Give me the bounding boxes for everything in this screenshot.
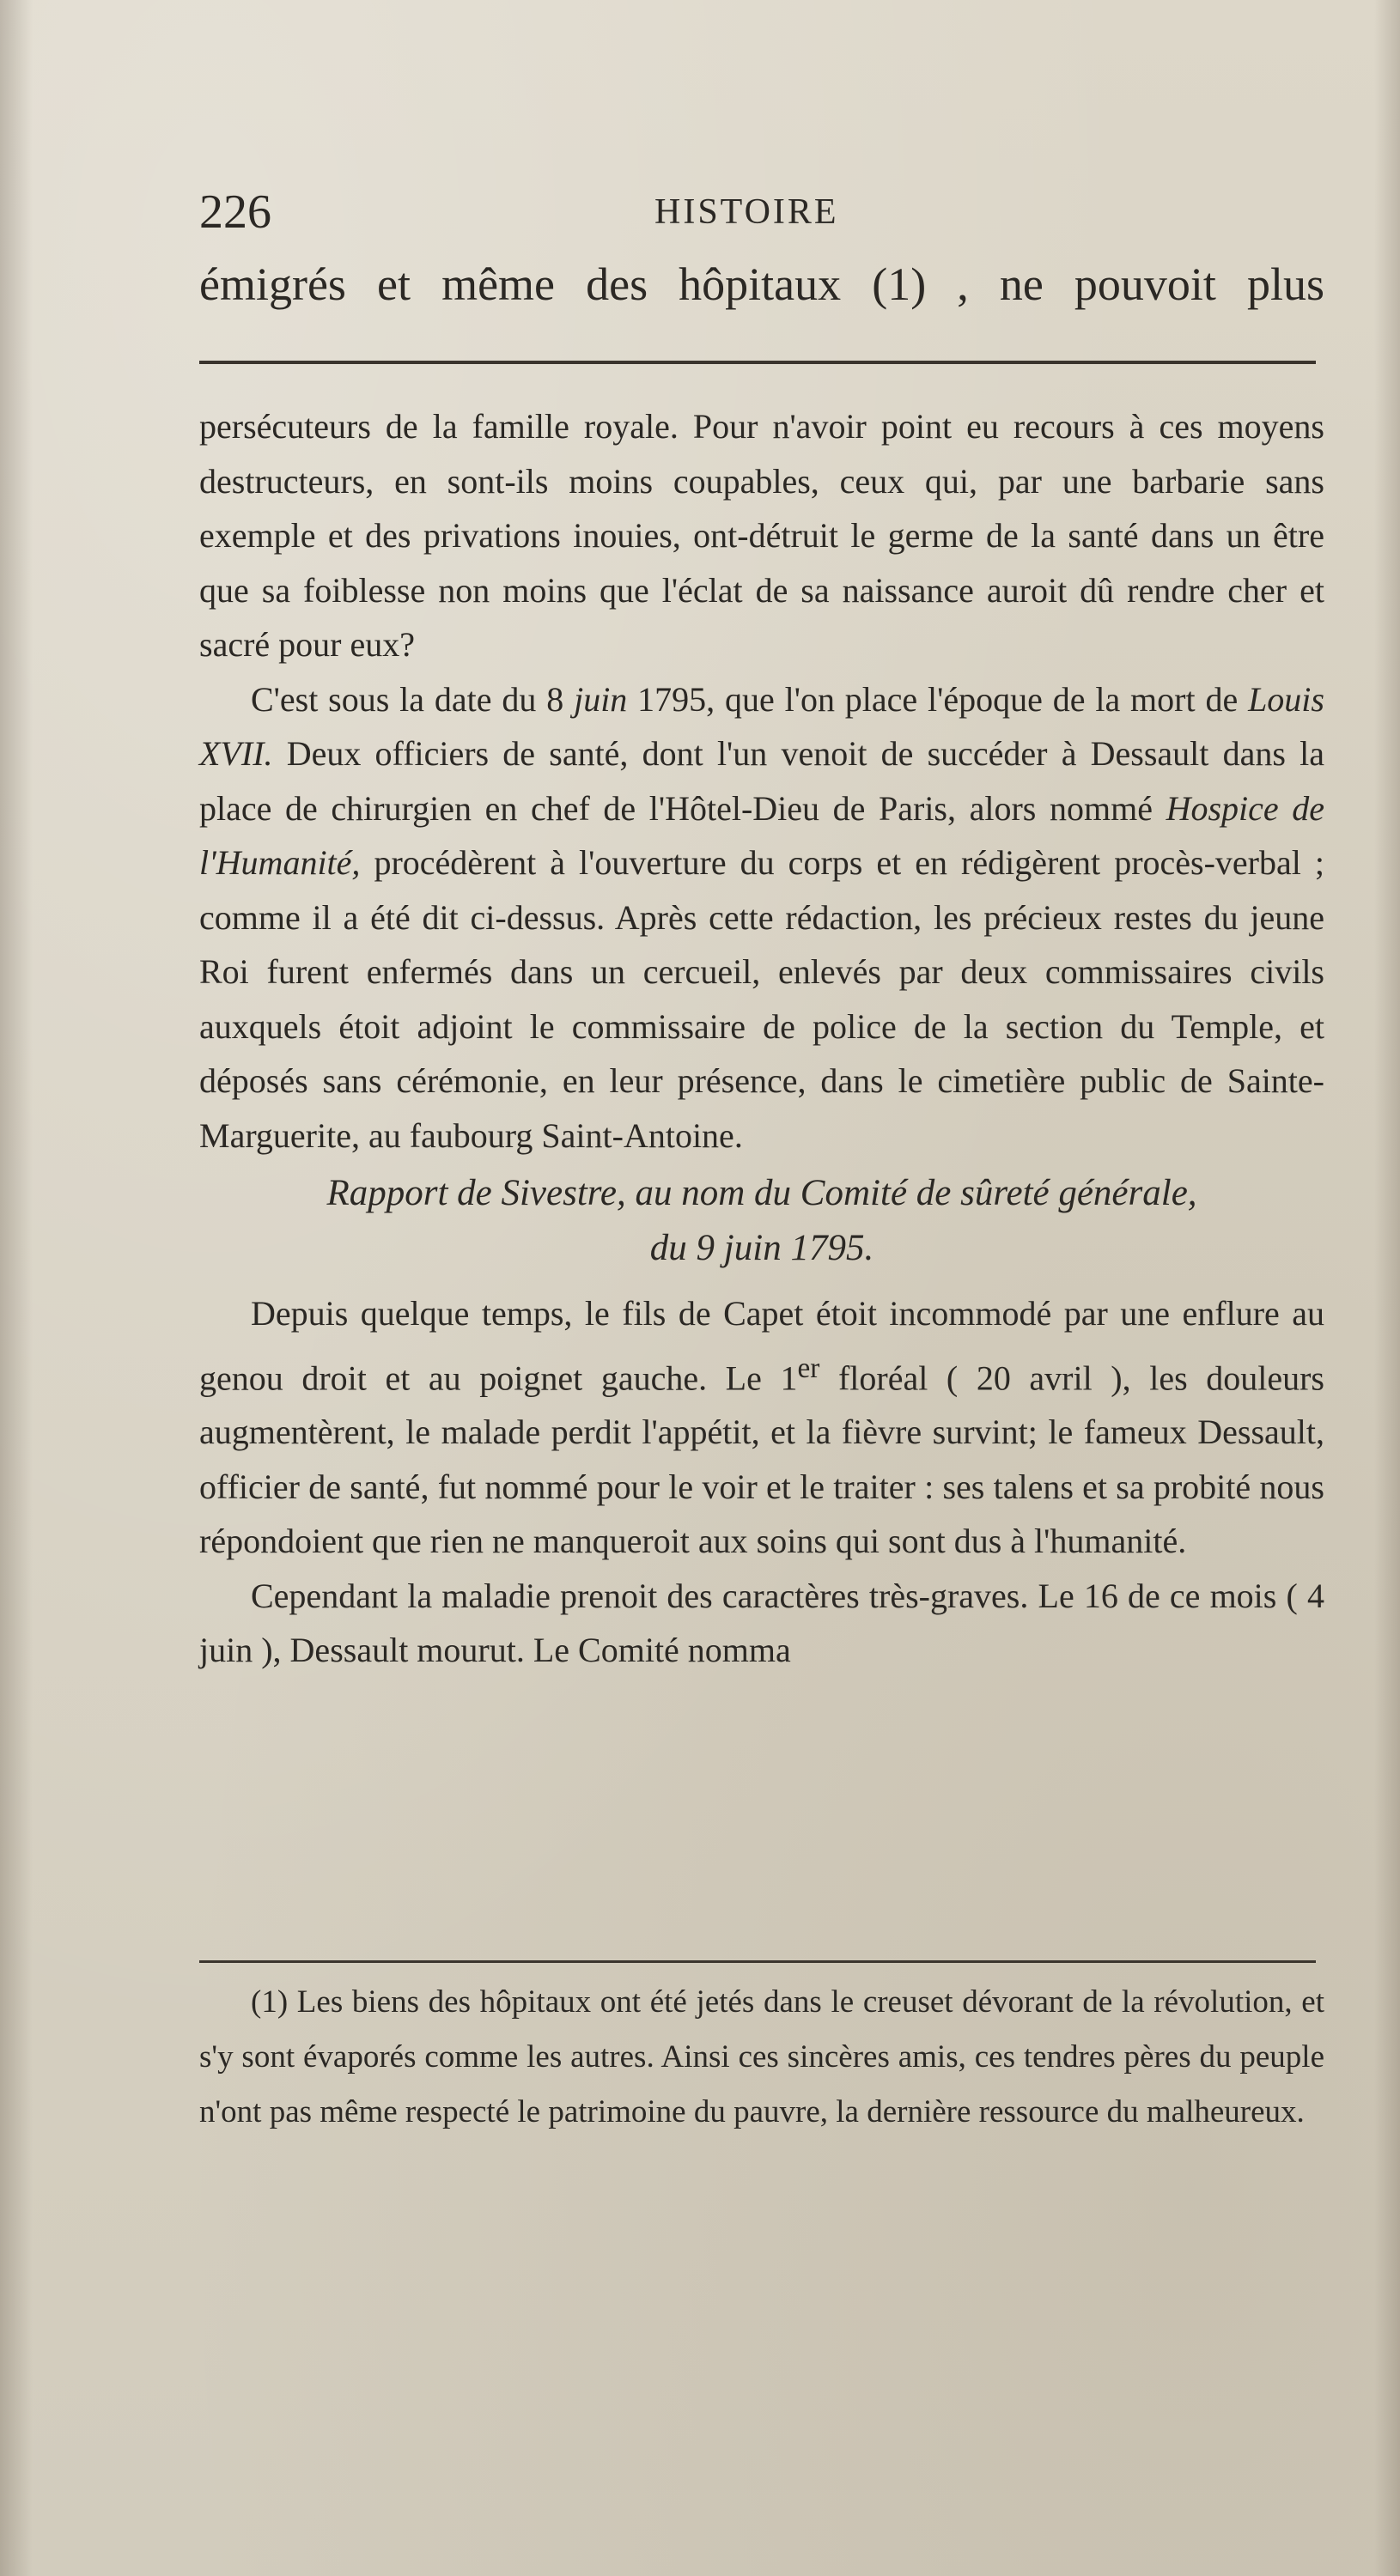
paragraph: C'est sous la date du 8 juin 1795, que l'on place l'époque de la mort de Louis XVII. Deux officiers de santé, dont l'un venoit de succéder à Dessault dans la place de chirurgien en chef de l'Hôtel-Dieu de Paris, alors nommé Hospice de l'Humanité, procédèrent à l'ouverture du corps et en rédigèrent procès-verbal ; comme il a été dit ci-dessus. Après cette rédaction, les précieux restes du jeune Roi furent enfermés dans un cercueil, enlevés par deux commissaires civils auxquels étoit adjoint le commissaire de police de la section du Temple, et déposés sans cérémonie, en leur présence, dans le cimetière public de Sainte-Marguerite, au faubourg Saint-Antoine. xyxy=(199,679,1324,1155)
footnote: (1) Les biens des hôpitaux ont été jetés dans le creuset dévorant de la révolution, et s'y sont évaporés comme les autres. Ainsi ces sincères amis, ces tendres pères du peuple n'ont pas même respecté le patrimoine du pauvre, la dernière ressource du malheureux. xyxy=(199,1984,1324,2129)
main-text xyxy=(199,399,1324,1678)
caption-line: Rapport de Sivestre, au nom du Comité de sûreté générale, xyxy=(326,1173,1197,1213)
footnote-rule xyxy=(199,1960,1316,1963)
page-number: 226 xyxy=(199,185,271,239)
header-rule xyxy=(199,361,1316,364)
running-title: HISTOIRE xyxy=(654,192,839,232)
section-caption xyxy=(199,1166,1324,1276)
caption-line: du 9 juin 1795. xyxy=(649,1228,874,1268)
paragraph: Depuis quelque temps, le fils de Capet étoit incommodé par une enflure au genou droit et au poignet gauche. Le 1er floréal ( 20 avril ), les douleurs augmentèrent, le malade perdit l'appétit, et la fièvre survint; le fameux Dessault, officier de santé, fut nommé pour le voir et le traiter : ses talens et sa probité nous répondoient que rien ne manqueroit aux soins qui sont dus à l'humanité. xyxy=(199,1294,1324,1561)
paragraph: persécuteurs de la famille royale. Pour n'avoir point eu recours à ces moyens destructeurs, en sont-ils moins coupables, ceux qui, par une barbarie sans exemple et des privations inouies, ont-détruit le germe de la santé dans un être que sa foiblesse non moins que l'éclat de sa naissance auroit dû rendre cher et sacré pour eux? xyxy=(199,407,1324,664)
running-head xyxy=(199,185,1316,245)
paragraph: Cependant la maladie prenoit des caractères très-graves. Le 16 de ce mois ( 4 juin ), Dessault mourut. Le Comité nomma xyxy=(199,1576,1324,1670)
carry-over-line: émigrés et même des hôpitaux (1) , ne pouvoit plus xyxy=(199,258,1324,310)
